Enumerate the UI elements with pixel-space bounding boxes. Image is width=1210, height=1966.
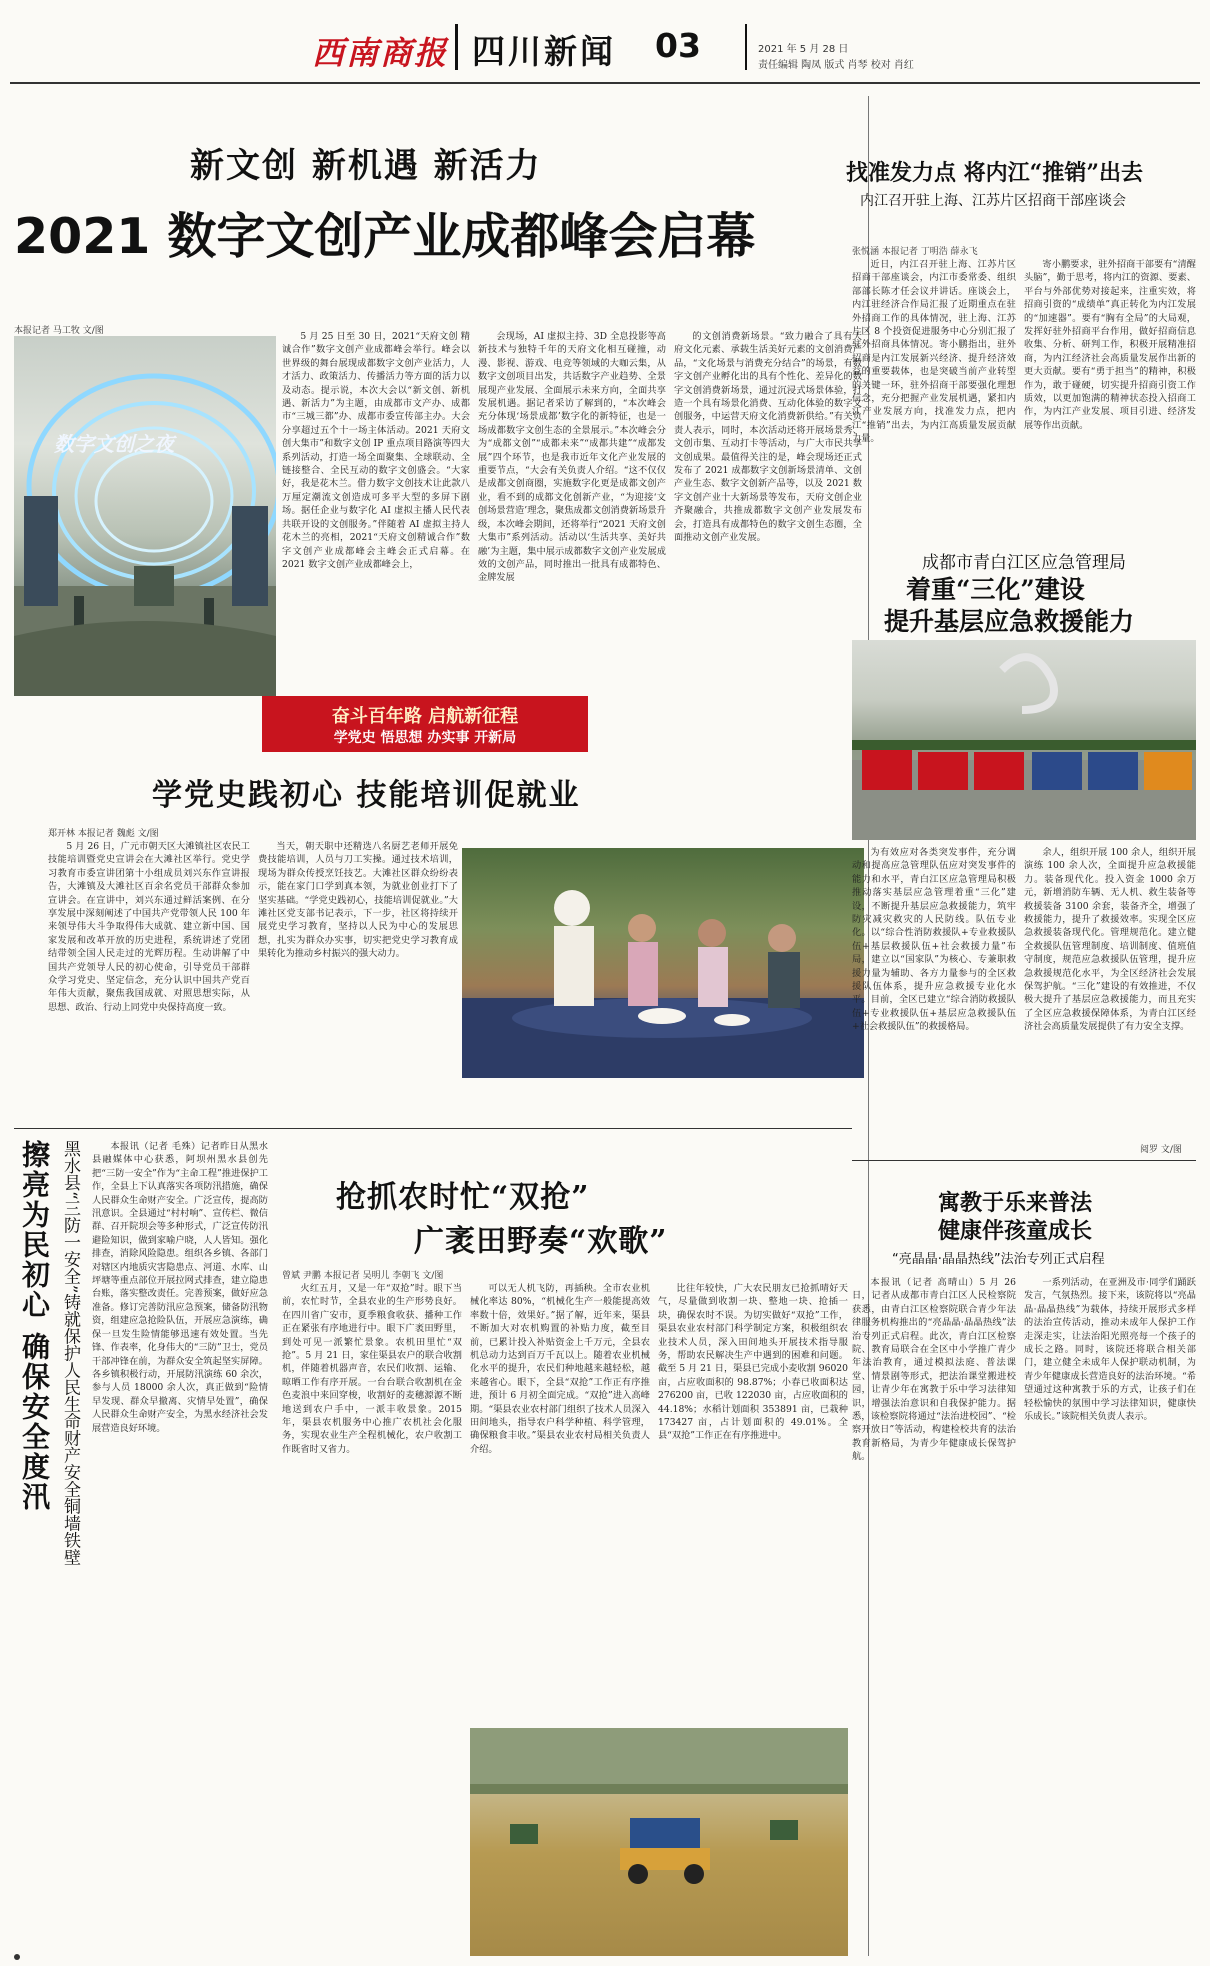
article1-col3: 的文创消费新场景。“致力融合了具有天府文化元素、承载生活美好元素的文创消费产品，“文化场景与消费充分结合”的场景，有数字文创产业孵化出的具有个性化、差异化的数字文创消费新场景，通过沉浸式场景体验，打造一个具有场景化消费、互动化体验的数字文创服务，中运营天府文化消费新供给。”有关负责人表示，同时，本次活动还将开展场景秀、文创市集、互动打卡等活动，与广大市民共享文创成果。最值得关注的是，峰会现场还正式发布了 2021 成都数字文创新场景清单、文创产业生态、数字文创新产品等，以及 2021 数字文创产业十大新场景等发布，天府文创企业齐聚融合，共推成都数字文创产业发展发布会，打造具有成都特色的数字文创生态圈，全面推动文创产业发展。 (674, 331, 862, 544)
article3-subtitle: 内江召开驻上海、江苏片区招商干部座谈会 (860, 193, 1126, 209)
article1-kicker: 新文创 新机遇 新活力 (190, 146, 542, 186)
article5-vertical-title: 擦亮为民初心 确保安全度汛 (18, 1140, 51, 1512)
article5-body: 本报讯（记者 毛殊）记者昨日从黑水县融媒体中心获悉，阿坝州黑水县创先把“三防一安全”作为“主命工程”推进保护工作，全县上下认真落实各项防汛措施，确保人民群众生命财产安全。广泛宣传，提高防汛意识。全县通过“村村响”、宣传栏、微信群、召开院坝会等多种形式，广泛宣传防汛避险知识，做到家喻户晓，人人皆知。强化排查，消除风险隐患。组织各乡镇、各部门对辖区内地质灾害隐患点、河道、水库、山坪塘等重点部位开展拉网式排查，建立隐患台账，落实整改责任。完善预案，做好应急准备。修订完善防汛应急预案，储备防汛物资，组建应急抢险队伍，开展应急演练，确保一旦发生险情能够迅速有效处置。当先锋、作表率，化身伟大的“三防”卫士，党员干部冲锋在前，为群众安全筑起坚实屏障。各乡镇积极行动，开展防汛演练 60 余次，参与人员 18000 余人次，真正做到“险情早发现、群众早撤离、灾情早处置”，确保人民群众生命财产安全，为黑水经济社会发展营造良好环境。 (92, 1141, 268, 1434)
issue-date: 2021 年 5 月 28 日 (758, 44, 849, 55)
article7-col1: 本报讯（记者 高晴山）5 月 26 日，记者从成都市青白江区人民检察院获悉，由青白江区检察院联合青少年法律服务机构推出的“亮晶晶·晶晶热线”法治专列正式启程。此次，青白江区检察院、教育局联合在全区中小学推广青少年法治教育，通过模拟法庭、普法课堂、情景剧等形式，把法治课堂搬进校园，让青少年在寓教于乐中学习法律知识，增强法治意识和自我保护能力。据悉，该检察院将通过“法治进校园”、“检察开放日”等活动，构建检校共育的法治教育新格局，为青少年健康成长保驾护航。 (852, 1277, 1016, 1463)
article4-col2: 余人，组织开展 100 余人，组织开展演练 100 余人次，全面提升应急救援能力。装备现代化。投入资金 1000 余万元，新增消防车辆、无人机、救生装备等救援装备 3100 余套，装备齐全，增强了救援能力，提升了救援效率。实现全区应急救援装备现代化。管理规范化。建立健全救援队伍管理制度、培训制度、值班值守制度，规范应急救援队伍管理，提升应急救援规范化水平，为全区经济社会发展保驾护航。“三化”建设的有效推进，不仅极大提升了基层应急救援能力，而且充实了全区应急救援保障体系，为青白江区经济社会高质量发展提供了有力安全支撑。 (1024, 847, 1196, 1033)
article4-title-line3: 提升基层应急救援能力 (884, 607, 1135, 636)
article3-col1: 近日，内江召开驻上海、江苏片区招商干部座谈会，内江市委常委、组织部部长陈才任会议并讲话。座谈会上，内江驻经济合作局汇报了近期重点在驻外招商工作的具体情况，驻上海、江苏片区 8 个投资促进服务中心分别汇报了驻外招商具体情况。寄小鹏指出，驻外招商是内江发展新兴经济、提升经济效益的重要载体，也是突破当前产业转型的关键一环，驻外招商干部要强化理想信念，充分把握产业发展机遇，紧扣内江产业发展方向，找准发力点，把内江“推销”出去，为内江高质量发展贡献力量。 (852, 259, 1016, 445)
article6-title-line1: 抢抓农时忙“双抢” (336, 1180, 590, 1215)
article5-vertical-subtitle: 黑水县“三防一安全”铸就保护人民生命财产安全铜墙铁壁 (60, 1140, 80, 1566)
emergency-drill-lineup (852, 640, 1196, 840)
article6-photo (470, 1728, 848, 1956)
article1-col1: 5 月 25 日至 30 日，2021“天府文创 精诚合作”数字文创产业成都峰会举行。峰会以世界级的舞台展现成都数字文创产业活力，人才活力、政策活力、传播活力等方面的活力以及动态。提示说，本次大会以“新文创、新机遇、新活力”为主题，由成都市文产办、成都市“三城三都”办、成都市委宣传部主办。大会分享超过五个十一场主体活动。2021 天府文创大集市”和数字文创 IP 重点项目路演等四大系列活动，打造一场全面聚集、全球联动、全链接整合、全民互动的数字文创盛会。“大家好，我是花木兰。借力数字文创技术让此款八万厘定潮流文创造成可多平大型的多屏下剧场。据任企业与数字化 AI 虚拟主播人民代表共联开设的文创服务。”伴随着 AI 虚拟主持人花木兰的亮相，2021“天府文创精诚合作”数字文创产业成都峰会主峰会正式启幕。在 2021 数字文创产业成都峰会上， (282, 331, 470, 570)
article6-col2: 可以无人机飞防，再插秧。全市农业机械化率达 80%，“机械化生产一般能提高效率数十倍，效果好。”据了解，近年来，渠县不断加大对农机购置的补贴力度，截至目前，已累计投入补贴资金上千万元，全县农机总动力达到百万千瓦以上。随着农业机械化水平的提升，农民们种地越来越轻松，越来越省心。眼下，全县“双抢”工作正有序推进，预计 6 月初全面完成。“双抢”进入高峰期。“渠县农业农村部门组织了技术人员深入田间地头，指导农户科学种植、科学管理，确保粮食丰收。”渠县农业农村局相关负责人介绍。 (470, 1283, 650, 1455)
party-history-banner (262, 696, 588, 752)
article2-photo (462, 848, 864, 1078)
article7-subtitle: “亮晶晶·晶晶热线”法治专列正式启程 (892, 1252, 1105, 1267)
article6-col3: 比往年较快，广大农民朋友已抢抓晴好天气，尽量做到收割一块、整地一块、抢插一块，确保农时不误。为切实做好“双抢”工作，渠县农业农村部门科学制定方案，积极组织农业技术人员，深入田间地头开展技术指导服务，帮助农民解决生产中遇到的困难和问题。截至 5 月 21 日，渠县已完成小麦收割 96020 亩，占应收面积的 98.87%；小春已收面积达 276200 亩，已收 122030 亩，占应收面积的 44.18%；水稻计划面积 353891 亩，已栽种 173427 亩，占计划面积的 49.01%。全县“双抢”工作正在有序推进中。 (658, 1283, 848, 1442)
article7-title-line2: 健康伴孩童成长 (938, 1218, 1093, 1244)
article6-byline: 曾斌 尹鹏 本报记者 吴明儿 李朝飞 文/图 (282, 1271, 444, 1281)
article2-title: 学党史践初心 技能培训促就业 (152, 778, 581, 813)
night-arches-illustration (14, 336, 276, 696)
masthead-divider-right (745, 24, 747, 70)
article1-title: 2021 数字文创产业成都峰会启幕 (14, 208, 756, 265)
article4-col1: 为有效应对各类突发事件，充分调动和提高应急管理队伍应对突发事件的能力和水平，青白江区应急管理局积极推动落实基层应急管理着重“三化”建设，不断提升基层应急救援能力，筑牢防灾减灾救灾的人民防线。队伍专业化。以“综合性消防救援队+专业救援队伍+基层救援队伍+社会救援力量”布局，建立以“国家队”为核心、专兼职救援力量为辅助、各方力量参与的全区救援队伍体系，提升应急救援专业化水平。目前，全区已建立“综合消防救援队伍+专业救援队伍+基层应急救援队伍+社会救援队伍”的救援格局。 (852, 847, 1016, 1033)
banner-title: 奋斗百年路 启航新征程 (331, 706, 519, 727)
section-title: 四川新闻 (472, 32, 616, 71)
article3-col2: 寄小鹏要求，驻外招商干部要有“清醒头脑”，勤于思考，将内江的资源、要素、平台与外部优势对接起来，注重实效，将招商引资的“成绩单”真正转化为内江发展的“加速器”。要有“胸有全局”的大局观，发挥好驻外招商平台作用，做好招商信息收集、分析、研判工作，积极开展精准招商，为内江经济社会高质量发展作出新的更大贡献。要有“勇于担当”的精神，积极作为，敢于碰硬，切实提升招商引资工作质效，以更加饱满的精神状态投入招商工作，为内江产业发展、项目引进、经济发展等作出贡献。 (1024, 259, 1196, 431)
left-bottom-rule (14, 1128, 852, 1129)
editors-credit: 责任编辑 陶凤 版式 肖琴 校对 肖红 (758, 60, 914, 71)
article4-title-line2: 着重“三化”建设 (906, 575, 1085, 604)
masthead (0, 0, 1210, 84)
article4-photo (852, 640, 1196, 840)
article1-photo (14, 336, 276, 696)
article2-col2: 当天，朝天职中还精选八名厨艺老师开展免费技能培训，人员与刀工实操。通过技术培训，现场为群众传授烹饪技艺。大滩社区群众纷纷表示，能在家门口学到真本领，为就业创业打下了坚实基础。“学党史践初心，技能培训促就业。”大滩社区党支部书记表示，下一步，社区将持续开展党史学习教育，坚持以人民为中心的发展思想，扎实为群众办实事，切实把党史学习教育成果转化为推动乡村振兴的强大动力。 (258, 841, 458, 960)
right-section-rule (852, 1160, 1196, 1161)
article1-photo-text: 数字文创之夜 (54, 432, 174, 456)
article2-col1: 5 月 26 日，广元市朝天区大滩镇社区农民工技能培训暨党史宣讲会在大滩社区举行。党史学习教育市委宣讲团第十小组成员刘兴东作宣讲报告，大滩镇及大滩社区百余名党员干部群众参加宣讲会。在宣讲中，刘兴东通过鲜活案例、在分享发展中深刻阐述了中国共产党带领人民 100 年来领导伟大斗争取得伟大成就、建立新中国、国家发展和改革开放的历史进程，系统讲述了党团结带领全国人民走过的光辉历程。生动讲解了中国共产党领导人民的初心使命，引导党员干部群众学习党史、坚定信念，充分认识中国共产党百年伟大贡献，聚焦我国成就、对照思想实际，从思想、政治、行动上同党中央保持高度一致。 (48, 841, 250, 1013)
article7-col2: 一系列活动，在亚洲及市·同学们踊跃发言，气氛热烈。接下来，该院将以“亮晶晶·晶晶热线”为载体，持续开展形式多样的法治宣传活动，推动未成年人保护工作走深走实，让法治阳光照亮每一个孩子的成长之路。同时，该院还将联合相关部门，建立健全未成年人保护联动机制，为青少年健康成长营造良好的法治环境。“希望通过这种寓教于乐的方式，让孩子们在轻松愉快的氛围中学习法律知识，健康快乐成长。”该院相关负责人表示。 (1024, 1277, 1196, 1423)
cooking-training-scene (462, 848, 864, 1078)
article3-byline: 张悦涵 本报记者 丁明浩 薛永飞 (852, 247, 978, 257)
article7-title-line1: 寓教于乐来普法 (938, 1190, 1093, 1216)
article4-title-line1: 成都市青白江区应急管理局 (922, 553, 1126, 573)
article6-col1: 火红五月，又是一年“双抢”时。眼下当前，农忙时节，全县农业的生产形势良好。在四川省广安市，夏季粮食收获、播种工作正在紧张有序地进行中。眼下广袤田野里，到处可见一派繁忙景象。农机田里忙“双抢”。5 月 21 日，家住渠县农户的联合收割机，伴随着机器声音，农民们收割、运输、晾晒工作有序开展。一台台联合收割机在金色麦浪中来回穿梭，收割好的麦穗源源不断地送到农户手中，一派丰收景象。2015 年，渠县农机服务中心推广农机社会化服务，实现农业生产全程机械化，农户收割工作既省时又省力。 (282, 1283, 462, 1455)
page-bottom-mark (14, 1954, 20, 1960)
wheat-harvest-scene (470, 1728, 848, 1956)
article6-title-line2: 广袤田野奏“欢歌” (414, 1224, 668, 1259)
article1-col2: 会现场，AI 虚拟主持、3D 全息投影等高新技术与独特千年的天府文化相互碰撞，动漫、影视、游戏、电竞等领域的大咖云集，从数字文创项目出发，共话数字产业趋势、全景展现产业发展、全面展示未来方向，全面共享发展机遇。据记者采访了解到的，“本次峰会充分体现‘场景成都’数字化的新特征，也是一场成都数字文创生态的全景展示。”本次峰会分为“成都文创”“成都未来”“成都共建”“成都发展”四个环节，也是我市近年文化产业发展的重要节点，“大会有关负责人介绍。“这不仅仅是成都文创商圈，实施数字化更是成都文创产业，看不到的成都文化创新产业，“为迎接‘文创场景营造’理念，聚焦成都文创消费新场景升级，本次峰会期间，还将举行“2021 天府文创大集市”系列活动。活动以‘生活共享、美好共融’为主题，集中展示成都数字文创产业发展成效的文创产品，同时推出一批具有成都特色、金牌发展 (478, 331, 666, 584)
banner-subtitle: 学党史 悟思想 办实事 开新局 (333, 730, 517, 746)
article4-byline: 阅罗 文/图 (1140, 1145, 1182, 1155)
article3-title: 找准发力点 将内江“推销”出去 (846, 160, 1143, 186)
article2-byline: 郑开林 本报记者 魏彪 文/图 (48, 829, 159, 839)
newspaper-logo: 西南商报 (312, 34, 449, 72)
masthead-rule (10, 82, 1200, 84)
article1-byline: 本报记者 马工牧 文/图 (14, 326, 104, 336)
page-number: 03 (655, 26, 701, 65)
masthead-divider (455, 24, 458, 70)
